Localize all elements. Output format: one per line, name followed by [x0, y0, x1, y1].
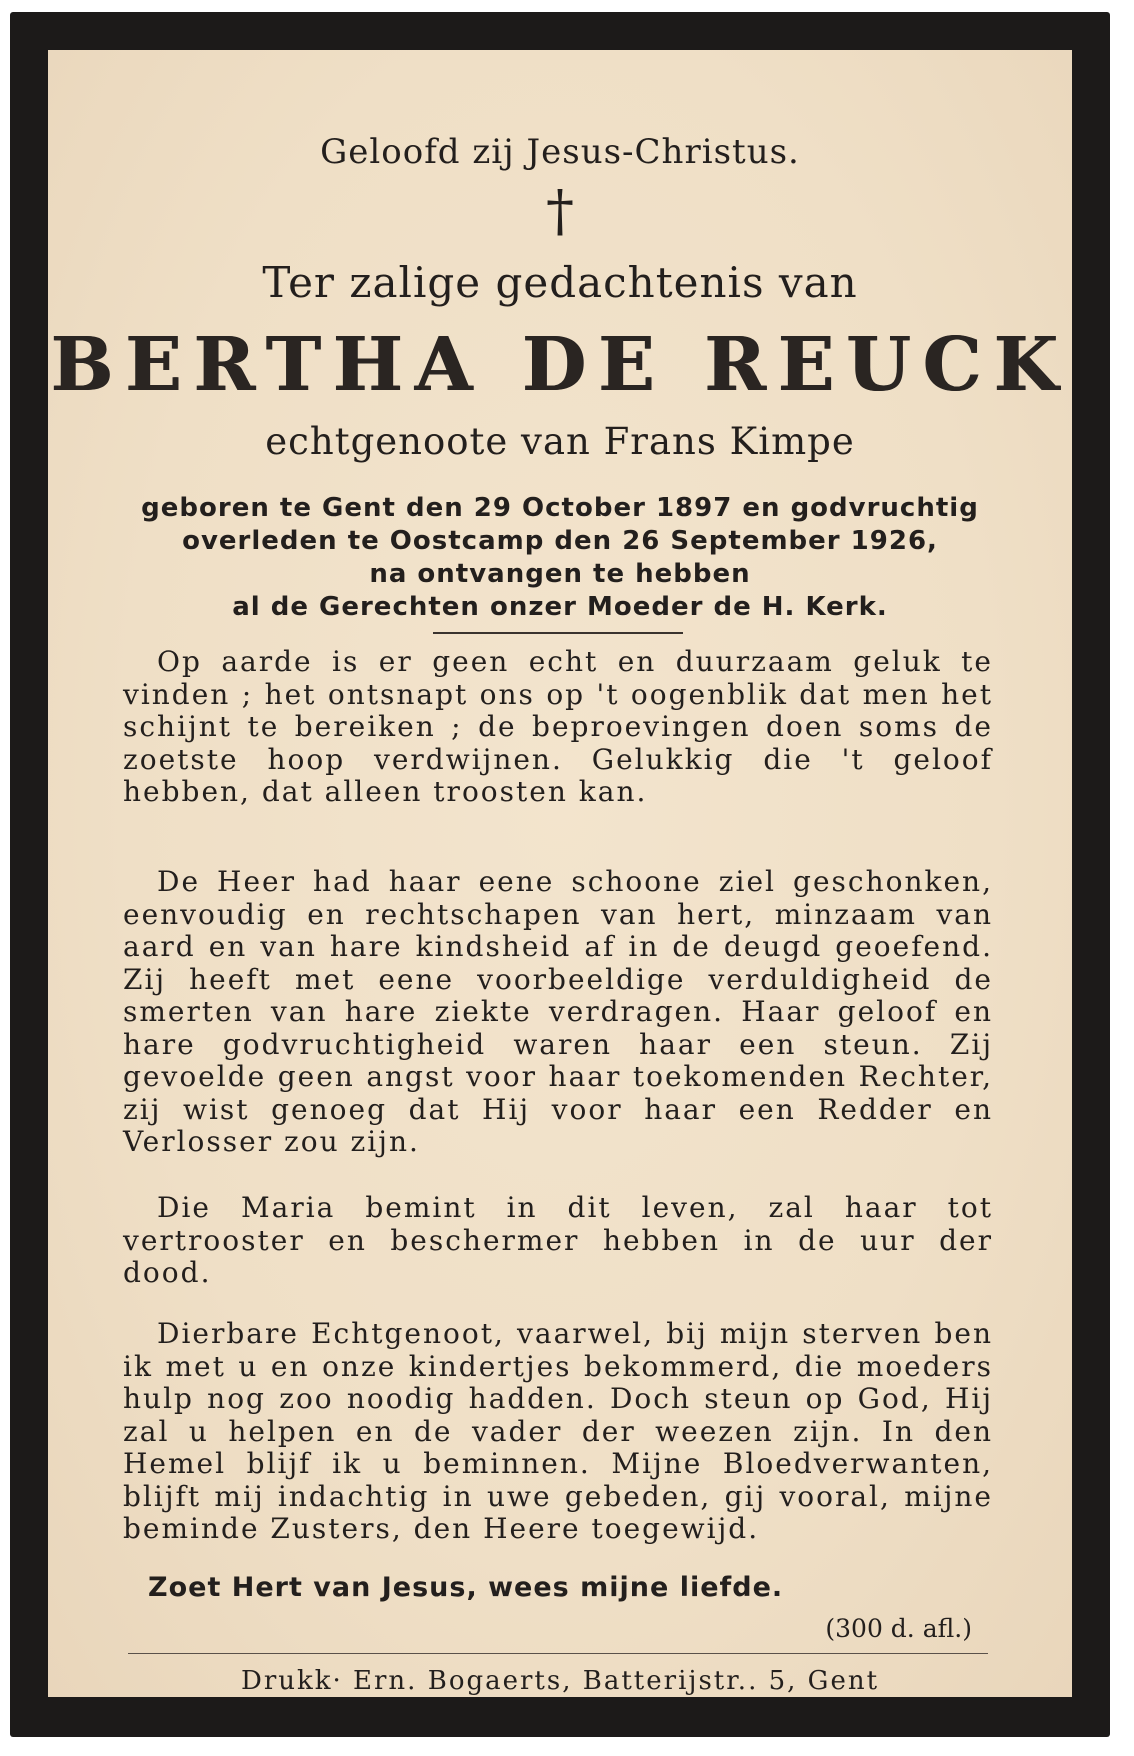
- closing-prayer: Zoet Hert van Jesus, wees mijne liefde.: [148, 1572, 784, 1603]
- birth-death-details: [48, 492, 1072, 624]
- footer-divider: [128, 1653, 988, 1654]
- sacraments-line: na ontvangen te hebben: [369, 559, 751, 589]
- memorial-heading: Ter zalige gedachtenis van: [262, 258, 858, 307]
- divider-rule: [433, 632, 683, 634]
- spouse-line: echtgenoote van Frans Kimpe: [265, 420, 855, 463]
- card-paper: [48, 50, 1072, 1697]
- invocation-heading: Geloofd zij Jesus-Christus.: [320, 132, 800, 172]
- paragraph: De Heer had haar eene schoone ziel geschonken, eenvoudig en rechtschapen van hert, minzaam van aard en van hare kindsheid af in de deugd geoefend. Zij heeft met eene voorbeeldige verduldigheid de smerten van hare ziekte verdragen. Haar geloof en hare godvruchtigheid waren haar een steun. Zij gevoelde geen angst voor haar toekomenden Rechter, zij wist genoeg dat Hij voor haar een Redder en Verlosser zou zijn.: [123, 865, 993, 1158]
- printer-imprint: Drukk· Ern. Bogaerts, Batterijstr.. 5, Gent: [240, 1666, 880, 1696]
- paragraph: Die Maria bemint in dit leven, zal haar tot vertrooster en beschermer hebben in de uur der dood.: [123, 1191, 993, 1289]
- death-line: overleden te Oostcamp den 26 September 1926,: [182, 526, 938, 556]
- sacraments-line: al de Gerechten onzer Moeder de H. Kerk.: [232, 592, 888, 622]
- deceased-name: BERTHA DE REUCK: [50, 322, 1070, 408]
- cross-icon: †: [546, 179, 574, 244]
- paragraph: Op aarde is er geen echt en duurzaam geluk te vinden ; het ontsnapt ons op 't oogenblik dat men het schijnt te bereiken ; de beproevingen doen soms de zoetste hoop verdwijnen. Gelukkig die 't geloof hebben, dat alleen troosten kan.: [123, 645, 993, 808]
- memorial-card: [10, 12, 1110, 1737]
- indulgence-note: (300 d. afl.): [825, 1614, 972, 1643]
- paragraph: Dierbare Echtgenoot, vaarwel, bij mijn sterven ben ik met u en onze kindertjes bekommerd, die moeders hulp nog zoo noodig hadden. Doch steun op God, Hij zal u helpen en de vader der weezen zijn. In den Hemel blijf ik u beminnen. Mijne Bloedverwanten, blijft mij indachtig in uwe gebeden, gij vooral, mijne beminde Zusters, den Heere toegewijd.: [123, 1317, 993, 1545]
- birth-line: geboren te Gent den 29 October 1897 en godvruchtig: [141, 493, 979, 523]
